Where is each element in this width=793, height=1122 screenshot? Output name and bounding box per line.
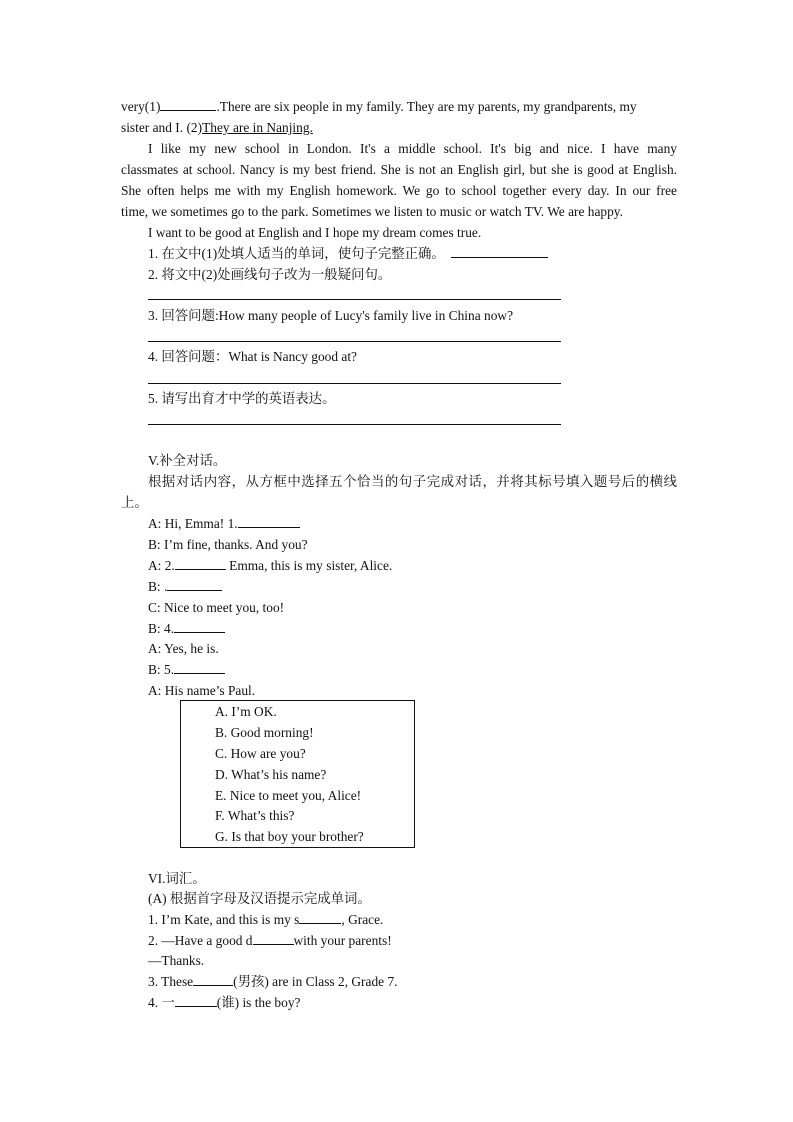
option-e: E. Nice to meet you, Alice! (215, 788, 362, 803)
dialog-line-9: A: His name’s Paul. (148, 683, 256, 698)
vocab-text: 4. 一 (148, 995, 175, 1010)
passage-text: .There are six people in my family. They are my parents, my grandparents, my (216, 99, 637, 114)
section-title-vi: VI.词汇。 (148, 871, 206, 886)
vocab-item-3 (148, 973, 398, 991)
question-1 (148, 245, 548, 263)
dialog-line-6 (148, 620, 225, 638)
passage-text: very(1) (121, 99, 161, 114)
section-instructions: 根据对话内容，从方框中选择五个恰当的句子完成对话，并将其标号填入题号后的横线 (148, 474, 677, 489)
answer-line-4[interactable] (148, 383, 561, 384)
vocab-item-2-reply: —Thanks. (148, 953, 205, 968)
dialog-line-7: A: Yes, he is. (148, 641, 219, 656)
vocab-blank-4[interactable] (175, 994, 217, 1007)
dialog-line-1 (148, 515, 300, 533)
dialog-text: Emma, this is my sister, Alice. (225, 558, 393, 573)
option-d: D. What’s his name? (215, 767, 327, 782)
answer-line-5[interactable] (148, 424, 561, 425)
vocab-blank-1[interactable] (299, 911, 341, 924)
option-f: F. What’s this? (215, 808, 295, 823)
vocab-text: 1. I’m Kate, and this is my s (148, 912, 300, 927)
dialog-text: B: 5. (148, 662, 175, 677)
dialog-text: B: 4. (148, 621, 175, 636)
vocab-text: with your parents! (293, 933, 392, 948)
options-box (180, 700, 415, 848)
passage-line-5: She often helps me with my English homework. We go to school together every day. In our free (121, 183, 677, 198)
question-5: 5. 请写出育才中学的英语表达。 (148, 391, 336, 406)
vocab-text: (谁) is the boy? (216, 995, 301, 1010)
passage-line-7: I want to be good at English and I hope my dream comes true. (148, 225, 482, 240)
vocab-item-1 (148, 911, 383, 929)
option-c: C. How are you? (215, 746, 306, 761)
vocab-text: , Grace. (341, 912, 384, 927)
vocab-item-4 (148, 994, 300, 1012)
dialog-line-4 (148, 578, 222, 596)
passage-line-2 (121, 119, 313, 137)
vocab-text: 3. These (148, 974, 194, 989)
part-a-instructions: (A) 根据首字母及汉语提示完成单词。 (148, 891, 371, 906)
vocab-item-2 (148, 932, 392, 950)
option-a: A. I’m OK. (215, 704, 277, 719)
dialog-line-5: C: Nice to meet you, too! (148, 600, 285, 615)
underlined-sentence: They are in Nanjing. (202, 120, 313, 135)
option-g: G. Is that boy your brother? (215, 829, 364, 844)
answer-line-3[interactable] (148, 341, 561, 342)
question-3: 3. 回答问题:How many people of Lucy's family live in China now? (148, 308, 514, 323)
dialog-line-3 (148, 557, 392, 575)
passage-text: sister and I. (2) (121, 120, 203, 135)
dialog-blank-1[interactable] (238, 515, 300, 528)
dialog-line-8 (148, 661, 225, 679)
section-instructions-cont: 上。 (121, 495, 148, 510)
passage-line-4: classmates at school. Nancy is my best friend. She is not an English girl, but she is good at English. (121, 162, 677, 177)
question-4: 4. 回答问题：What is Nancy good at? (148, 349, 357, 364)
passage-line-3: I like my new school in London. It's a middle school. It's big and nice. I have many (148, 141, 677, 156)
answer-blank-1[interactable] (451, 245, 548, 258)
blank-1[interactable] (160, 98, 216, 111)
passage-line-1 (121, 98, 637, 116)
dialog-blank-4[interactable] (174, 620, 225, 633)
vocab-blank-2[interactable] (253, 932, 294, 945)
option-b: B. Good morning! (215, 725, 314, 740)
dialog-blank-5[interactable] (174, 661, 225, 674)
passage-line-6: time, we sometimes go to the park. Sometimes we listen to music or watch TV. We are happy. (121, 204, 623, 219)
vocab-text: 2. —Have a good d (148, 933, 253, 948)
dialog-blank-2[interactable] (175, 557, 226, 570)
dialog-blank-3[interactable] (167, 578, 222, 591)
dialog-text: A: 2. (148, 558, 175, 573)
dialog-text: A: Hi, Emma! 1. (148, 516, 238, 531)
vocab-text: (男孩) are in Class 2, Grade 7. (233, 974, 398, 989)
dialog-text: B: . (148, 579, 168, 594)
question-2: 2. 将文中(2)处画线句子改为一般疑问句。 (148, 267, 392, 282)
section-title-v: V.补全对话。 (148, 453, 227, 468)
answer-line-2[interactable] (148, 299, 561, 300)
question-text: 1. 在文中(1)处填人适当的单词，使句子完整正确。 (148, 246, 445, 261)
dialog-line-2: B: I’m fine, thanks. And you? (148, 537, 308, 552)
vocab-blank-3[interactable] (193, 973, 233, 986)
